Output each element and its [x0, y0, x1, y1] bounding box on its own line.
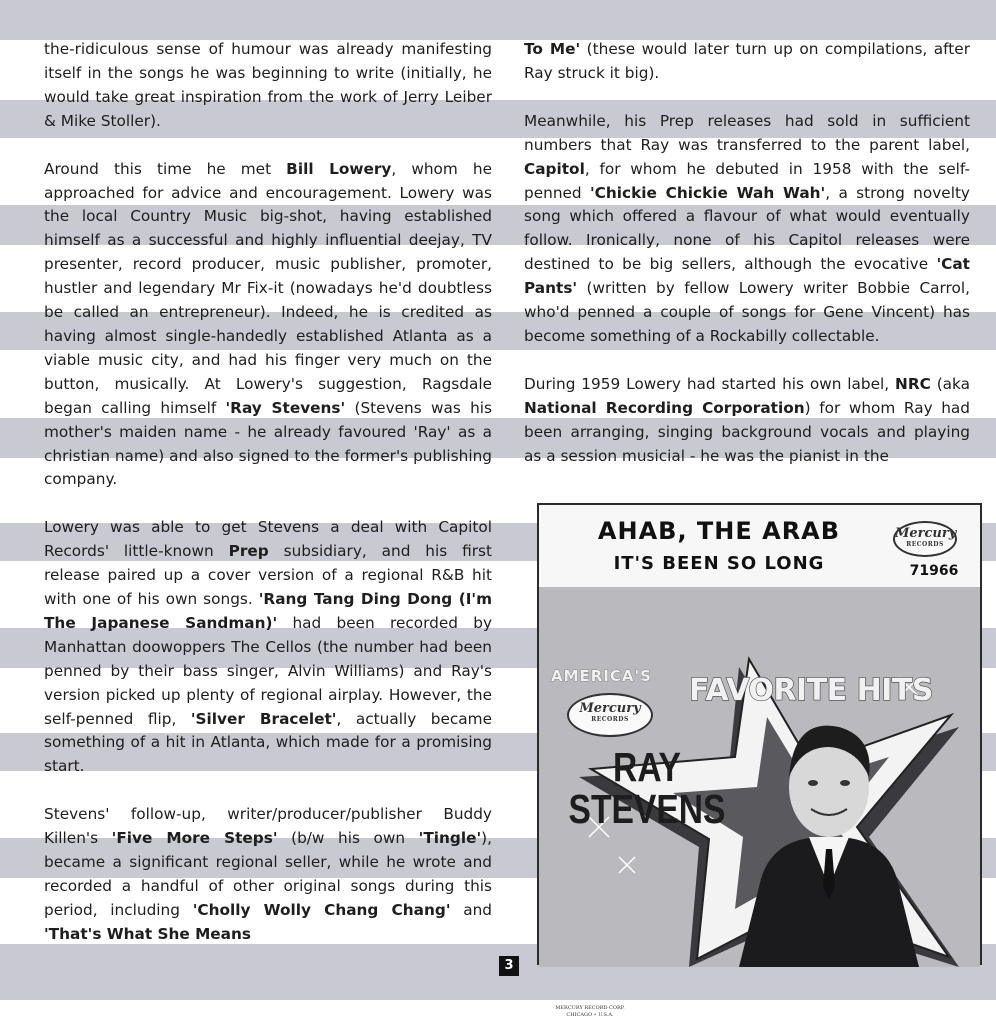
- bold-text: 'Tingle': [418, 829, 482, 848]
- logo-text: Mercury: [895, 526, 957, 541]
- text-segment: , whom he approached for advice and encouragement. Lowery was the local Country Music big-shot, having established himself as a successful and highly influential deejay, TV presenter, record producer, music publisher, promoter, hustler and legendary Mr Fix-it (nowadays he'd doubtless be called an entrepreneur). Indeed, he is credited as having almost single-handedly established Atlanta as a viable music city, and had his finger very much on the button, musically. At Lowery's suggestion, Ragsdale began calling himself: [44, 159, 492, 417]
- right-column: [524, 38, 970, 493]
- text-segment: , for whom he debuted in 1958 with the self-penned: [524, 159, 970, 202]
- logo-text: Mercury: [579, 701, 641, 716]
- text-segment: had been recorded by Manhattan doowoppers The Cellos (the number had been penned by their bass singer, Alvin Williams) and Ray's version picked up plenty of regional airplay. However, the self-penned flip,: [44, 613, 493, 728]
- bold-text: 'Cholly Wolly Chang Chang': [192, 900, 451, 919]
- text-segment: ) for whom Ray had been arranging, singing background vocals and playing as a session musicial - he was the pianist in the: [524, 398, 970, 465]
- bold-text: 'Silver Bracelet': [190, 709, 337, 728]
- paragraph: [44, 38, 492, 134]
- text-segment: During 1959 Lowery had started his own label,: [524, 374, 896, 393]
- fine-print-line: MERCURY RECORD CORP.: [555, 1005, 625, 1011]
- text-segment: and: [450, 900, 493, 919]
- bold-text: Bill Lowery: [286, 159, 392, 178]
- fine-print-line: CHICAGO • U.S.A.: [566, 1012, 614, 1018]
- text-segment: (b/w his own: [277, 829, 419, 848]
- bold-text: Capitol: [524, 159, 585, 178]
- paragraph: [524, 373, 970, 469]
- artist-name-line1: RAY: [613, 744, 681, 790]
- paragraph: [524, 110, 970, 349]
- text-segment: (Stevens was his mother's maiden name - he already favoured 'Ray' as a christian name) and also signed to the former's publishing company.: [44, 398, 492, 489]
- bold-text: Prep: [228, 542, 269, 561]
- text-segment: Meanwhile, his Prep releases had sold in sufficient numbers that Ray was transferred to the parent label,: [524, 111, 970, 154]
- paragraph: [44, 803, 492, 946]
- text-segment: the-ridiculous sense of humour was already manifesting itself in the songs he was beginning to write (initially, he would take great inspiration from the work of Jerry Leiber & Mike Stoller).: [44, 40, 492, 130]
- artist-name-line2: STEVENS: [568, 786, 726, 832]
- text-segment: , a strong novelty song which offered a flavour of what would eventually follow. Ironically, none of his Capitol releases were destined to be big sellers, although the evocative: [524, 183, 970, 274]
- text-segment: Lowery was able to get Stevens a deal with Capitol Records' little-known: [44, 518, 492, 561]
- stripe: [0, 0, 996, 40]
- bold-text: 'Cat Pants': [524, 255, 970, 298]
- logo-subtext: RECORDS: [591, 716, 629, 723]
- record-title-line2: IT'S BEEN SO LONG: [613, 553, 825, 574]
- record-title-line1: AHAB, THE ARAB: [597, 517, 841, 545]
- bold-text: 'That's What She Means: [44, 924, 252, 943]
- record-cover-image: [537, 503, 982, 1018]
- text-segment: Around this time he met: [44, 159, 287, 178]
- logo-subtext: RECORDS: [906, 541, 944, 548]
- bold-text: To Me': [524, 40, 581, 58]
- series-prefix: AMERICA'S: [551, 667, 652, 685]
- bold-text: National Recording Corporation: [524, 398, 805, 417]
- mercury-records-logo: [567, 693, 653, 737]
- paragraph: [44, 158, 492, 493]
- text-segment: subsidiary, and his first release paired up a cover version of a regional R&B hit with one of his own songs.: [44, 542, 492, 609]
- text-segment: , actually became something of a hit in Atlanta, which made for a promising start.: [44, 709, 492, 776]
- text-segment: (written by fellow Lowery writer Bobbie Carrol, who'd penned a couple of songs for Gene Vincent) has become something of a Rockabilly collectable.: [524, 279, 970, 345]
- paragraph: [524, 38, 970, 86]
- mercury-logo: [893, 521, 957, 557]
- text-segment: (aka: [930, 374, 970, 393]
- text-segment: ), became a significant regional seller, while he wrote and recorded a handful of other original songs during this period, including: [44, 829, 492, 919]
- catalog-number: 71966: [909, 563, 959, 579]
- text-segment: (these would later turn up on compilations, after Ray struck it big).: [524, 40, 970, 82]
- record-cover-art: [539, 587, 980, 1018]
- left-column: [44, 38, 492, 971]
- bold-text: 'Five More Steps': [111, 829, 278, 848]
- bold-text: NRC: [895, 374, 931, 393]
- bold-text: 'Chickie Chickie Wah Wah': [589, 183, 826, 202]
- page-number: 3: [499, 956, 519, 976]
- text-segment: Stevens' follow-up, writer/producer/publisher Buddy Killen's: [44, 805, 492, 848]
- bold-text: 'Rang Tang Ding Dong (I'm The Japanese Sandman)': [44, 590, 493, 632]
- bold-text: 'Ray Stevens': [225, 398, 346, 417]
- label-fine-print: [545, 1005, 635, 1019]
- paragraph: [44, 516, 492, 779]
- series-title: FAVORITE HITS: [689, 673, 933, 708]
